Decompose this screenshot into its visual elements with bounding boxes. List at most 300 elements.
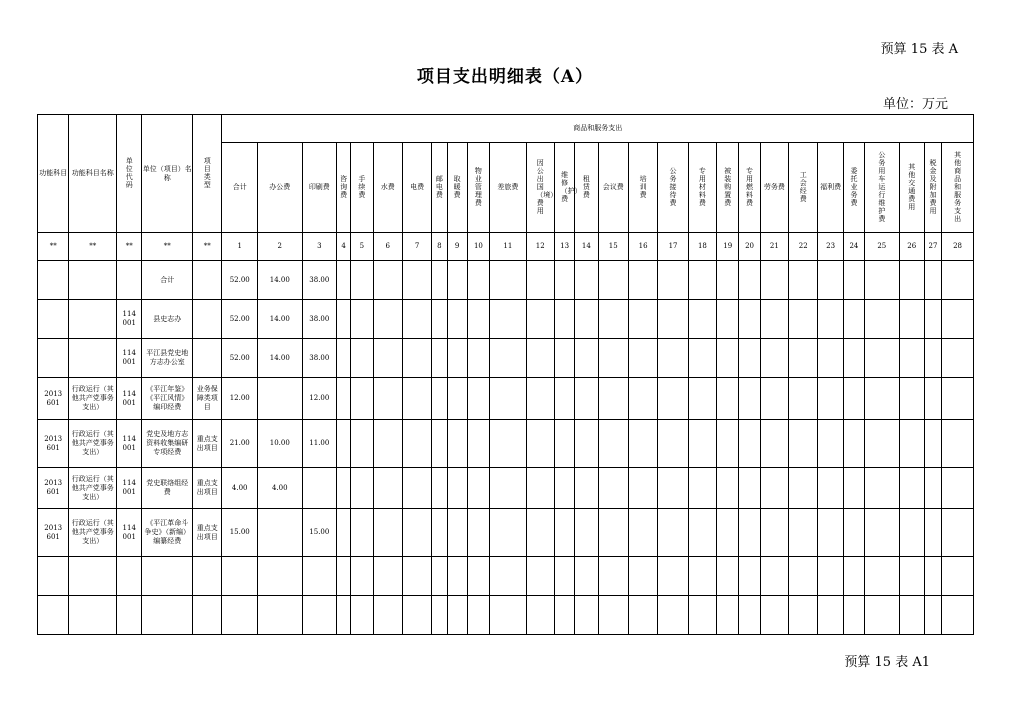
cell-empty <box>467 339 489 378</box>
table-row <box>38 468 974 509</box>
cell-empty <box>942 557 974 596</box>
cell-empty <box>942 420 974 468</box>
column-number: 3 <box>302 233 336 261</box>
column-number: 2 <box>257 233 302 261</box>
header-text: 专用材料费 <box>698 167 706 207</box>
header-text: 取暖费 <box>453 175 461 199</box>
cell-empty <box>628 509 657 557</box>
column-number: 28 <box>942 233 974 261</box>
column-header <box>526 143 558 233</box>
form-code-top: 预算 15 表 A <box>880 42 958 57</box>
cell-empty <box>373 378 402 420</box>
cell-empty <box>402 378 431 420</box>
cell-code <box>38 300 69 339</box>
column-number: 11 <box>490 233 527 261</box>
header-text: 邮电费 <box>435 175 443 199</box>
cell-empty <box>598 468 628 509</box>
cell-printing: 38.00 <box>302 300 336 339</box>
cell-empty <box>717 596 739 635</box>
column-header <box>193 115 222 233</box>
cell-empty <box>373 596 402 635</box>
cell-code: 2013 601 <box>38 468 69 509</box>
cell-unit-name: 《平江年鉴》《平江风情》编印经费 <box>142 378 193 420</box>
cell-empty <box>467 261 489 300</box>
column-number: 20 <box>739 233 760 261</box>
cell-empty <box>526 468 554 509</box>
header-text: 因公出国（境）费用 <box>536 159 558 215</box>
column-header: 功能科目名称 <box>69 115 117 233</box>
table-row <box>38 557 974 596</box>
cell-empty <box>351 339 373 378</box>
cell-empty <box>432 339 447 378</box>
unit-label: 单位：万元 <box>882 97 948 112</box>
header-text: 其他交通费用 <box>908 163 916 211</box>
header-text: 咨询费 <box>340 175 348 199</box>
header-text: 委托业务费 <box>850 167 858 207</box>
cell-empty <box>789 339 818 378</box>
header-text: 其他商品和服务支出 <box>954 151 962 223</box>
header-text: 项目类型 <box>203 157 211 189</box>
cell-type: 重点支出项目 <box>193 468 222 509</box>
cell-empty <box>658 509 688 557</box>
cell-empty <box>739 300 760 339</box>
cell-empty <box>843 509 864 557</box>
cell-empty <box>789 596 818 635</box>
cell-code <box>38 261 69 300</box>
column-header: 功能科目 <box>38 115 69 233</box>
header-text: 维修（护）费 <box>560 171 582 203</box>
cell-empty <box>865 300 899 339</box>
cell-empty <box>351 261 373 300</box>
cell-empty <box>739 420 760 468</box>
cell-empty <box>351 596 373 635</box>
cell-printing: 38.00 <box>302 339 336 378</box>
cell-empty <box>575 420 598 468</box>
cell-empty <box>717 261 739 300</box>
column-header: 电费 <box>402 143 431 233</box>
cell-empty <box>942 468 974 509</box>
cell-empty <box>899 509 924 557</box>
cell-empty <box>628 557 657 596</box>
cell-empty <box>402 261 431 300</box>
cell-empty <box>526 420 554 468</box>
cell-unit-code <box>117 261 142 300</box>
cell-empty <box>924 596 941 635</box>
cell-empty <box>658 339 688 378</box>
column-header: 会议费 <box>598 143 628 233</box>
cell-code: 2013 601 <box>38 420 69 468</box>
cell-unit-code <box>117 596 142 635</box>
cell-empty <box>739 339 760 378</box>
column-header <box>789 143 818 233</box>
cell-empty <box>467 468 489 509</box>
cell-empty <box>818 596 843 635</box>
header-text: 专用燃料费 <box>746 167 754 207</box>
column-number: 22 <box>789 233 818 261</box>
cell-empty <box>628 596 657 635</box>
cell-empty <box>843 468 864 509</box>
cell-empty <box>789 300 818 339</box>
cell-printing <box>302 596 336 635</box>
cell-empty <box>373 261 402 300</box>
column-header <box>717 143 739 233</box>
cell-empty <box>739 261 760 300</box>
cell-empty <box>739 509 760 557</box>
cell-empty <box>739 468 760 509</box>
column-number: 16 <box>628 233 657 261</box>
cell-empty <box>402 557 431 596</box>
cell-empty <box>402 509 431 557</box>
cell-empty <box>526 509 554 557</box>
cell-empty <box>818 468 843 509</box>
column-number: 5 <box>351 233 373 261</box>
cell-unit-code: 114 001 <box>117 378 142 420</box>
cell-empty <box>467 557 489 596</box>
cell-empty <box>432 596 447 635</box>
cell-type <box>193 300 222 339</box>
cell-printing <box>302 557 336 596</box>
cell-empty <box>899 557 924 596</box>
form-code-bottom: 预算 15 表 A1 <box>844 655 930 670</box>
cell-office: 14.00 <box>257 339 302 378</box>
cell-empty <box>843 420 864 468</box>
cell-code <box>38 596 69 635</box>
column-header <box>739 143 760 233</box>
cell-empty <box>432 300 447 339</box>
column-number: 13 <box>554 233 574 261</box>
cell-empty <box>432 557 447 596</box>
cell-empty <box>373 557 402 596</box>
cell-empty <box>598 420 628 468</box>
column-header <box>843 143 864 233</box>
cell-empty <box>526 378 554 420</box>
cell-name <box>69 557 117 596</box>
cell-total: 15.00 <box>222 509 257 557</box>
column-number: 8 <box>432 233 447 261</box>
column-number: 23 <box>818 233 843 261</box>
column-number: 7 <box>402 233 431 261</box>
cell-unit-code: 114 001 <box>117 339 142 378</box>
cell-name <box>69 339 117 378</box>
cell-empty <box>467 509 489 557</box>
cell-empty <box>467 378 489 420</box>
cell-type <box>193 339 222 378</box>
cell-empty <box>688 261 716 300</box>
cell-empty <box>658 596 688 635</box>
cell-empty <box>717 339 739 378</box>
cell-empty <box>351 468 373 509</box>
cell-empty <box>575 300 598 339</box>
column-header <box>658 143 688 233</box>
cell-empty <box>351 300 373 339</box>
cell-empty <box>402 300 431 339</box>
header-text: 单位代码 <box>125 157 133 189</box>
cell-name: 行政运行（其他共产党事务支出） <box>69 468 117 509</box>
column-number: 9 <box>447 233 467 261</box>
column-header <box>942 143 974 233</box>
cell-empty <box>575 261 598 300</box>
cell-empty <box>628 378 657 420</box>
index-marker: ** <box>38 233 69 261</box>
cell-empty <box>717 509 739 557</box>
cell-empty <box>337 339 351 378</box>
cell-empty <box>865 509 899 557</box>
header-text: 公务接待费 <box>669 167 677 207</box>
cell-empty <box>432 420 447 468</box>
column-header: 合计 <box>222 143 257 233</box>
cell-empty <box>575 468 598 509</box>
cell-printing: 38.00 <box>302 261 336 300</box>
cell-empty <box>402 420 431 468</box>
table-row <box>38 509 974 557</box>
cell-name <box>69 261 117 300</box>
expense-table <box>37 114 974 635</box>
cell-printing: 15.00 <box>302 509 336 557</box>
cell-empty <box>942 378 974 420</box>
column-number: 1 <box>222 233 257 261</box>
cell-empty <box>554 557 574 596</box>
cell-empty <box>818 557 843 596</box>
cell-office <box>257 596 302 635</box>
cell-empty <box>628 339 657 378</box>
cell-unit-name: 党史及地方志资料收集编研专项经费 <box>142 420 193 468</box>
cell-empty <box>554 339 574 378</box>
cell-empty <box>658 420 688 468</box>
header-text: 培训费 <box>639 175 647 199</box>
column-header <box>688 143 716 233</box>
cell-empty <box>447 261 467 300</box>
cell-empty <box>447 596 467 635</box>
header-text: 税金及附加费用 <box>929 159 937 215</box>
column-number: 24 <box>843 233 864 261</box>
cell-empty <box>899 339 924 378</box>
cell-empty <box>337 557 351 596</box>
cell-empty <box>373 509 402 557</box>
cell-empty <box>598 596 628 635</box>
column-header <box>432 143 447 233</box>
column-header <box>337 143 351 233</box>
cell-empty <box>526 339 554 378</box>
cell-unit-code <box>117 557 142 596</box>
cell-empty <box>490 339 527 378</box>
table-body <box>38 115 974 635</box>
cell-total: 52.00 <box>222 300 257 339</box>
cell-empty <box>760 261 788 300</box>
column-number: 21 <box>760 233 788 261</box>
cell-unit-name <box>142 557 193 596</box>
cell-unit-name: 《平江革命斗争史》（新编）编纂经费 <box>142 509 193 557</box>
cell-empty <box>575 596 598 635</box>
cell-empty <box>924 378 941 420</box>
cell-name: 行政运行（其他共产党事务支出） <box>69 420 117 468</box>
cell-empty <box>942 596 974 635</box>
table-row <box>38 596 974 635</box>
column-number: 25 <box>865 233 899 261</box>
cell-empty <box>490 557 527 596</box>
cell-total <box>222 596 257 635</box>
cell-empty <box>818 300 843 339</box>
cell-empty <box>351 378 373 420</box>
column-header: 单位（项目）名称 <box>142 115 193 233</box>
cell-type: 重点支出项目 <box>193 509 222 557</box>
cell-empty <box>818 420 843 468</box>
cell-empty <box>598 378 628 420</box>
table-row <box>38 300 974 339</box>
cell-total: 52.00 <box>222 261 257 300</box>
index-marker: ** <box>193 233 222 261</box>
column-number: 4 <box>337 233 351 261</box>
cell-empty <box>490 420 527 468</box>
cell-empty <box>432 509 447 557</box>
column-header <box>351 143 373 233</box>
cell-empty <box>432 378 447 420</box>
cell-office: 14.00 <box>257 300 302 339</box>
cell-empty <box>554 300 574 339</box>
cell-type <box>193 557 222 596</box>
column-number: 27 <box>924 233 941 261</box>
cell-empty <box>865 596 899 635</box>
cell-empty <box>554 596 574 635</box>
column-header <box>924 143 941 233</box>
cell-code <box>38 339 69 378</box>
cell-empty <box>760 378 788 420</box>
cell-empty <box>554 509 574 557</box>
cell-empty <box>717 420 739 468</box>
cell-type <box>193 596 222 635</box>
column-number: 18 <box>688 233 716 261</box>
cell-code: 2013 601 <box>38 378 69 420</box>
header-text: 租赁费 <box>582 175 590 199</box>
cell-unit-name: 平江县党史地方志办公室 <box>142 339 193 378</box>
cell-empty <box>789 420 818 468</box>
cell-unit-code: 114 001 <box>117 300 142 339</box>
column-header <box>865 143 899 233</box>
cell-empty <box>575 339 598 378</box>
cell-empty <box>760 300 788 339</box>
cell-empty <box>598 339 628 378</box>
cell-empty <box>688 300 716 339</box>
cell-empty <box>447 468 467 509</box>
cell-empty <box>865 557 899 596</box>
cell-empty <box>467 420 489 468</box>
cell-empty <box>818 339 843 378</box>
cell-empty <box>942 300 974 339</box>
cell-empty <box>628 261 657 300</box>
column-header <box>554 143 582 233</box>
cell-empty <box>373 339 402 378</box>
cell-empty <box>865 378 899 420</box>
cell-office: 4.00 <box>257 468 302 509</box>
cell-empty <box>598 557 628 596</box>
cell-total: 12.00 <box>222 378 257 420</box>
cell-empty <box>760 420 788 468</box>
cell-empty <box>337 261 351 300</box>
header-text: 工会经费 <box>799 171 807 203</box>
cell-empty <box>818 509 843 557</box>
index-marker: ** <box>142 233 193 261</box>
cell-unit-code: 114 001 <box>117 420 142 468</box>
cell-empty <box>337 300 351 339</box>
cell-empty <box>554 468 574 509</box>
cell-empty <box>843 378 864 420</box>
column-header: 水费 <box>373 143 402 233</box>
cell-empty <box>658 300 688 339</box>
cell-empty <box>688 339 716 378</box>
cell-empty <box>789 468 818 509</box>
cell-empty <box>658 557 688 596</box>
table-row <box>38 378 974 420</box>
cell-empty <box>658 468 688 509</box>
column-header: 办公费 <box>257 143 302 233</box>
cell-empty <box>526 557 554 596</box>
cell-empty <box>658 378 688 420</box>
column-number: 14 <box>575 233 598 261</box>
cell-empty <box>447 557 467 596</box>
cell-type: 业务保障类项目 <box>193 378 222 420</box>
cell-empty <box>402 468 431 509</box>
cell-empty <box>467 596 489 635</box>
cell-empty <box>789 557 818 596</box>
cell-empty <box>628 468 657 509</box>
cell-empty <box>447 339 467 378</box>
cell-office <box>257 378 302 420</box>
cell-empty <box>447 509 467 557</box>
cell-empty <box>490 300 527 339</box>
cell-code: 2013 601 <box>38 509 69 557</box>
cell-empty <box>526 596 554 635</box>
cell-unit-name: 党史联络组经费 <box>142 468 193 509</box>
cell-empty <box>818 378 843 420</box>
cell-name: 行政运行（其他共产党事务支出） <box>69 509 117 557</box>
cell-empty <box>554 420 574 468</box>
column-header: 差旅费 <box>490 143 527 233</box>
cell-empty <box>717 378 739 420</box>
cell-empty <box>402 339 431 378</box>
column-header <box>467 143 489 233</box>
cell-empty <box>628 420 657 468</box>
cell-office <box>257 557 302 596</box>
column-header: 劳务费 <box>760 143 788 233</box>
cell-empty <box>373 300 402 339</box>
cell-empty <box>351 420 373 468</box>
cell-empty <box>739 378 760 420</box>
cell-total: 21.00 <box>222 420 257 468</box>
cell-empty <box>658 261 688 300</box>
cell-empty <box>554 261 574 300</box>
cell-empty <box>373 468 402 509</box>
cell-empty <box>865 261 899 300</box>
cell-empty <box>899 596 924 635</box>
cell-printing: 11.00 <box>302 420 336 468</box>
column-number: 15 <box>598 233 628 261</box>
cell-unit-name: 合计 <box>142 261 193 300</box>
column-number: 19 <box>717 233 739 261</box>
cell-empty <box>717 300 739 339</box>
column-header: 福利费 <box>818 143 843 233</box>
cell-total: 4.00 <box>222 468 257 509</box>
cell-code <box>38 557 69 596</box>
cell-empty <box>490 596 527 635</box>
column-number: 17 <box>658 233 688 261</box>
column-header <box>899 143 924 233</box>
cell-office: 10.00 <box>257 420 302 468</box>
cell-total <box>222 557 257 596</box>
cell-empty <box>575 509 598 557</box>
table-row <box>38 420 974 468</box>
cell-empty <box>688 420 716 468</box>
cell-empty <box>843 300 864 339</box>
cell-empty <box>924 300 941 339</box>
